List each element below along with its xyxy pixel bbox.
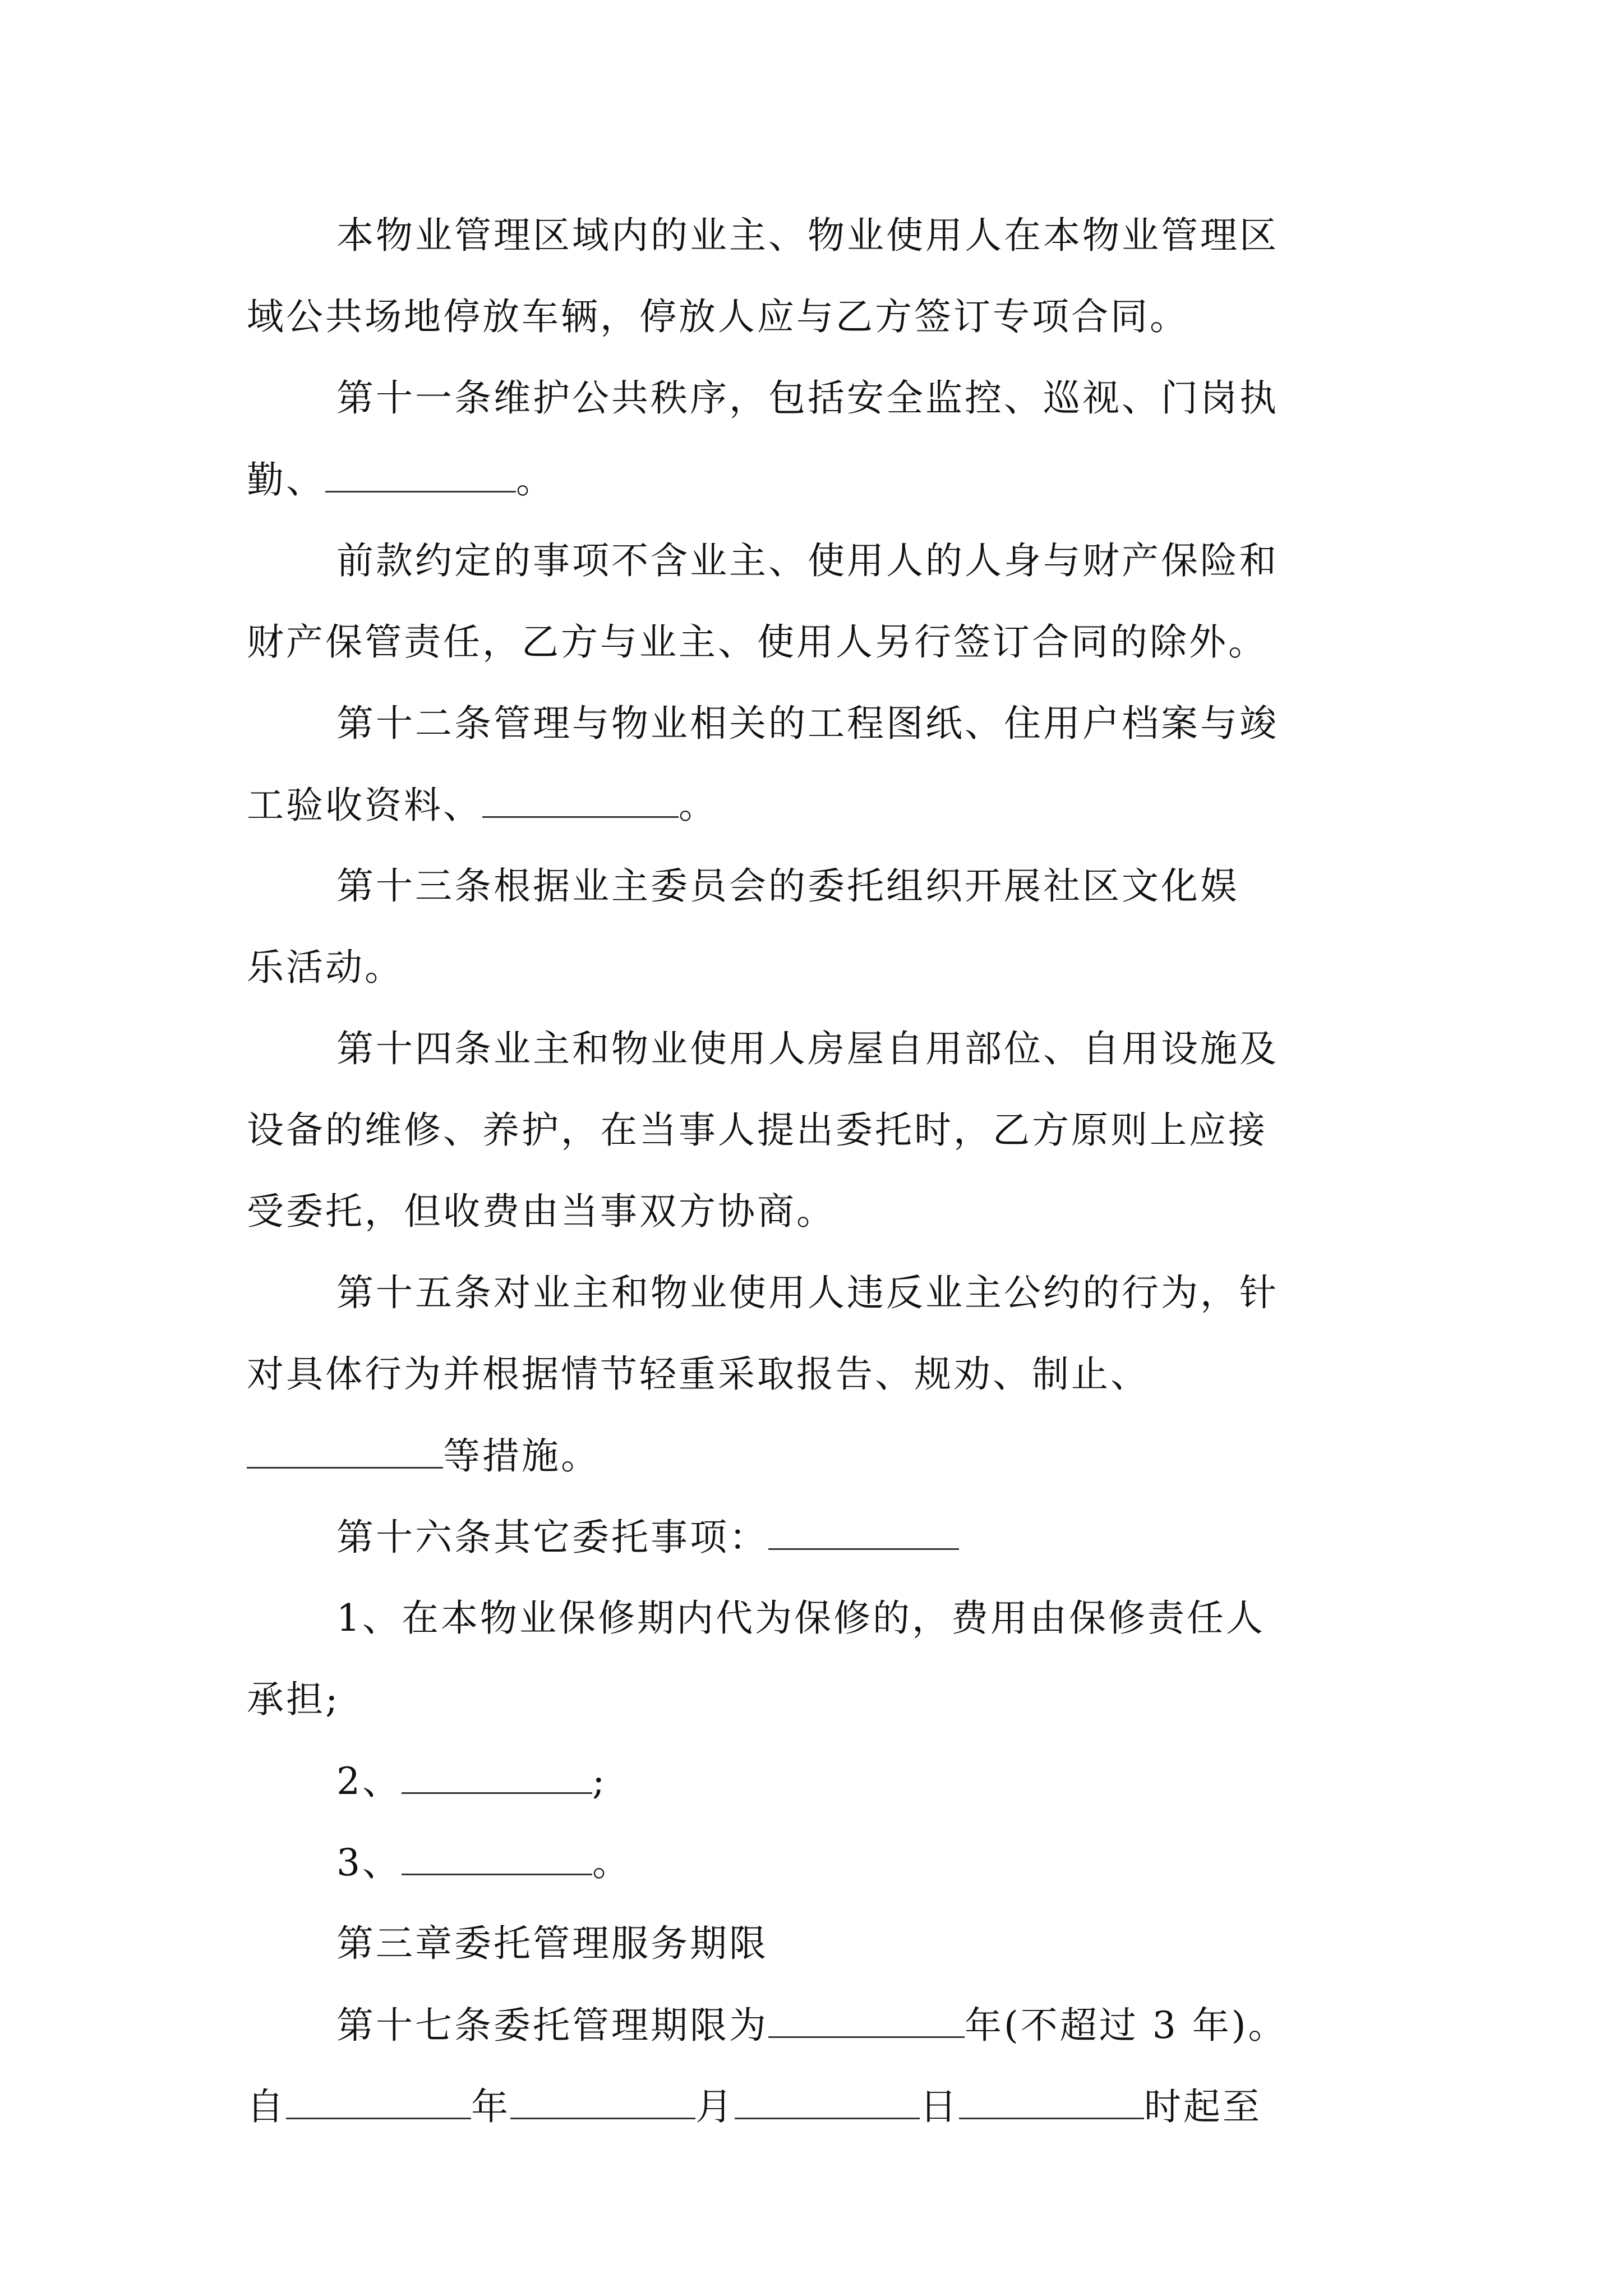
fill-in-blank[interactable] bbox=[402, 1840, 592, 1875]
text: 等措施。 bbox=[443, 1434, 600, 1478]
text: 日 bbox=[920, 2085, 959, 2128]
fill-in-blank-day[interactable] bbox=[735, 2084, 920, 2119]
list-item bbox=[336, 1759, 607, 1803]
text: 财产保管责任，乙方与业主、使用人另行签订合同的除外。 bbox=[247, 620, 1267, 664]
text: 第十五条对业主和物业使用人违反业主公约的行为，针 bbox=[336, 1271, 1279, 1314]
fill-in-blank-hour[interactable] bbox=[959, 2084, 1144, 2119]
text: 第十一条维护公共秩序，包括安全监控、巡视、门岗执 bbox=[336, 376, 1279, 420]
text: 对具体行为并根据情节轻重采取报告、规劝、制止、 bbox=[247, 1352, 1150, 1396]
paragraph-line bbox=[247, 945, 404, 990]
text: 年(不超过 3 年)。 bbox=[965, 2004, 1288, 2047]
text: 。 bbox=[679, 784, 718, 827]
fill-in-blank[interactable] bbox=[768, 1515, 959, 1550]
chapter-heading bbox=[336, 1921, 768, 1966]
text: 第十三条根据业主委员会的委托组织开展社区文化娱 bbox=[336, 864, 1239, 908]
text: 。 bbox=[516, 458, 555, 501]
text: 域公共场地停放车辆，停放人应与乙方签订专项合同。 bbox=[247, 295, 1189, 338]
paragraph-line bbox=[336, 213, 1279, 258]
text: 时起至 bbox=[1144, 2085, 1262, 2128]
text: ; bbox=[592, 1760, 607, 1803]
article-13-heading bbox=[336, 864, 1239, 909]
text: 第三章委托管理服务期限 bbox=[336, 1922, 768, 1965]
fill-in-blank[interactable] bbox=[325, 457, 516, 493]
paragraph-line bbox=[247, 783, 718, 827]
paragraph-line bbox=[247, 457, 555, 502]
fill-in-blank[interactable] bbox=[247, 1433, 443, 1469]
paragraph-line bbox=[247, 1108, 1267, 1153]
paragraph-line bbox=[336, 539, 1279, 583]
text: 乐活动。 bbox=[247, 946, 404, 989]
fill-in-blank-year[interactable] bbox=[286, 2084, 471, 2119]
paragraph-line bbox=[247, 1677, 340, 1722]
text: 第十六条其它委托事项： bbox=[336, 1516, 768, 1559]
article-11-heading bbox=[336, 376, 1279, 421]
text: 2、 bbox=[336, 1760, 402, 1803]
article-17-heading bbox=[336, 2003, 1287, 2047]
text: 年 bbox=[471, 2085, 510, 2128]
text: 承担; bbox=[247, 1678, 340, 1721]
fill-in-blank[interactable] bbox=[768, 2003, 965, 2038]
paragraph-line bbox=[247, 295, 1189, 339]
text: 1、在本物业保修期内代为保修的，费用由保修责任人 bbox=[336, 1596, 1265, 1640]
text: 受委托，但收费由当事双方协商。 bbox=[247, 1190, 836, 1233]
paragraph-line bbox=[247, 1433, 600, 1478]
paragraph-line bbox=[247, 1352, 1150, 1397]
text: 勤、 bbox=[247, 458, 325, 501]
text: 工验收资料、 bbox=[247, 784, 482, 827]
paragraph-line bbox=[247, 1189, 836, 1234]
list-item bbox=[336, 1840, 631, 1885]
text: 。 bbox=[592, 1841, 631, 1884]
article-12-heading bbox=[336, 701, 1279, 746]
fill-in-blank[interactable] bbox=[482, 783, 679, 818]
article-16-heading bbox=[336, 1515, 959, 1559]
paragraph-line bbox=[247, 620, 1267, 665]
article-14-heading bbox=[336, 1027, 1279, 1071]
text: 自 bbox=[247, 2085, 286, 2128]
fill-in-blank-month[interactable] bbox=[510, 2084, 695, 2119]
fill-in-blank[interactable] bbox=[402, 1759, 592, 1794]
text: 第十七条委托管理期限为 bbox=[336, 2004, 768, 2047]
list-item bbox=[336, 1596, 1265, 1641]
text: 第十四条业主和物业使用人房屋自用部位、自用设施及 bbox=[336, 1027, 1279, 1070]
text: 前款约定的事项不含业主、使用人的人身与财产保险和 bbox=[336, 539, 1279, 582]
text: 本物业管理区域内的业主、物业使用人在本物业管理区 bbox=[336, 214, 1279, 257]
text: 设备的维修、养护，在当事人提出委托时，乙方原则上应接 bbox=[247, 1108, 1267, 1152]
text: 月 bbox=[695, 2085, 735, 2128]
text: 第十二条管理与物业相关的工程图纸、住用户档案与竣 bbox=[336, 702, 1279, 745]
date-line bbox=[247, 2084, 1262, 2129]
text: 3、 bbox=[336, 1841, 402, 1884]
article-15-heading bbox=[336, 1271, 1279, 1315]
